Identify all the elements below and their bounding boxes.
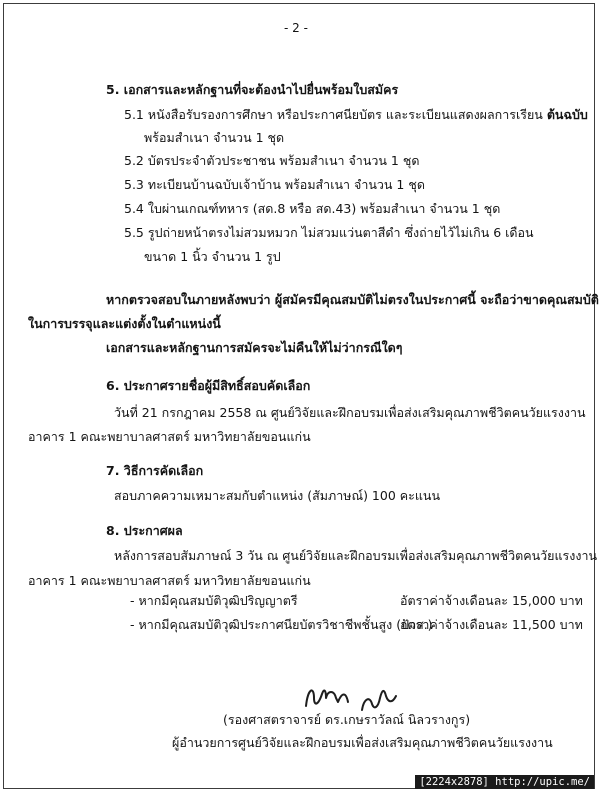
signatory-name: (รองศาสตราจารย์ ดร.เกษราวัลณ์ นิลวรางกูร) xyxy=(223,712,471,727)
item-5-5: 5.5 รูปถ่ายหน้าตรงไม่สวมหมวก ไม่สวมแว่นตาสีดำ ซึ่งถ่ายไว้ไม่เกิน 6 เดือน xyxy=(124,225,534,240)
item-5-1 xyxy=(124,107,588,123)
section-7-heading: 7. วิธีการคัดเลือก xyxy=(106,463,204,478)
notice-line-1: หากตรวจสอบในภายหลังพบว่า ผู้สมัครมีคุณสมบัติไม่ตรงในประกาศนี้ จะถือว่าขาดคุณสมบัติ xyxy=(106,292,599,307)
image-size-stamp: [2224x2878] http://upic.me/ xyxy=(415,775,594,789)
rate-bachelor-amount: อัตราค่าจ้างเดือนละ 15,000 บาท xyxy=(400,593,583,608)
section-8-heading: 8. ประกาศผล xyxy=(106,523,183,538)
section-6-line-1: วันที่ 21 กรกฎาคม 2558 ณ ศูนย์วิจัยและฝึกอบรมเพื่อส่งเสริมคุณภาพชีวิตคนวัยแรงงาน xyxy=(114,405,586,420)
item-5-4: 5.4 ใบผ่านเกณฑ์ทหาร (สด.8 หรือ สด.43) พร้อมสำเนา จำนวน 1 ชุด xyxy=(124,201,501,216)
section-6-heading: 6. ประกาศรายชื่อผู้มีสิทธิ์สอบคัดเลือก xyxy=(106,378,311,393)
section-6-line-2: อาคาร 1 คณะพยาบาลศาสตร์ มหาวิทยาลัยขอนแก่น xyxy=(28,429,311,444)
section-5-heading: 5. เอกสารและหลักฐานที่จะต้องนำไปยื่นพร้อมใบสมัคร xyxy=(106,82,399,97)
page-number: - 2 - xyxy=(284,21,308,35)
handwritten-signature xyxy=(300,676,420,716)
rate-bachelor-label: - หากมีคุณสมบัติวุฒิปริญญาตรี xyxy=(130,593,298,608)
item-5-1-continued: พร้อมสำเนา จำนวน 1 ชุด xyxy=(144,130,285,145)
notice-line-2: ในการบรรจุและแต่งตั้งในตำแหน่งนี้ xyxy=(28,316,221,331)
item-5-2: 5.2 บัตรประจำตัวประชาชน พร้อมสำเนา จำนวน 1 ชุด xyxy=(124,153,420,168)
rate-diploma-amount: อัตราค่าจ้างเดือนละ 11,500 บาท xyxy=(400,617,583,632)
section-7-line-1: สอบภาคความเหมาะสมกับตำแหน่ง (สัมภาษณ์) 100 คะแนน xyxy=(114,488,440,503)
signatory-position: ผู้อำนวยการศูนย์วิจัยและฝึกอบรมเพื่อส่งเสริมคุณภาพชีวิตคนวัยแรงงาน xyxy=(172,735,553,750)
item-5-1-bold: ต้นฉบับ xyxy=(546,107,588,122)
item-5-1-text: 5.1 หนังสือรับรองการศึกษา หรือประกาศนียบัตร และระเบียนแสดงผลการเรียน xyxy=(124,107,543,122)
item-5-3: 5.3 ทะเบียนบ้านฉบับเจ้าบ้าน พร้อมสำเนา จำนวน 1 ชุด xyxy=(124,177,425,192)
item-5-5-continued: ขนาด 1 นิ้ว จำนวน 1 รูป xyxy=(144,249,281,264)
section-8-line-1: หลังการสอบสัมภาษณ์ 3 วัน ณ ศูนย์วิจัยและฝึกอบรมเพื่อส่งเสริมคุณภาพชีวิตคนวัยแรงงาน xyxy=(114,548,598,563)
notice-line-3: เอกสารและหลักฐานการสมัครจะไม่คืนให้ไม่ว่ากรณีใดๆ xyxy=(106,340,403,355)
rate-diploma-label: - หากมีคุณสมบัติวุฒิประกาศนียบัตรวิชาชีพชั้นสูง (ปวส.) xyxy=(130,617,433,632)
section-8-line-2: อาคาร 1 คณะพยาบาลศาสตร์ มหาวิทยาลัยขอนแก่น xyxy=(28,573,311,588)
